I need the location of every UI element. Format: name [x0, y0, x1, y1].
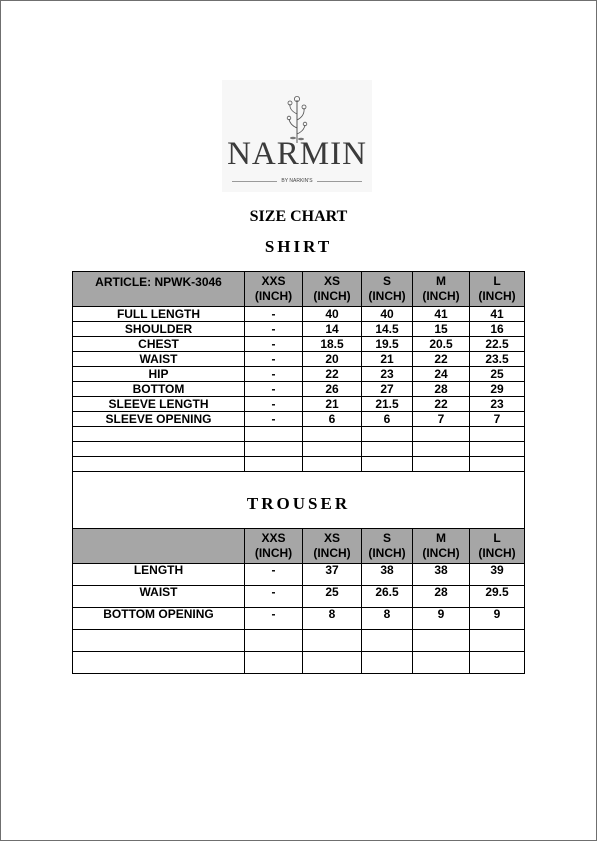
shirt-empty-row — [73, 427, 525, 442]
measurement-value: - — [245, 337, 303, 352]
measurement-value: 16 — [470, 322, 525, 337]
measurement-value: 20.5 — [413, 337, 470, 352]
measurement-value: 29.5 — [470, 586, 525, 608]
empty-cell — [470, 457, 525, 472]
measurement-value: 41 — [413, 307, 470, 322]
empty-cell — [303, 427, 362, 442]
trouser-measurement-row — [73, 564, 525, 586]
measurement-value: 14.5 — [362, 322, 413, 337]
measurement-value: - — [245, 322, 303, 337]
measurement-value: 14 — [303, 322, 362, 337]
empty-cell — [362, 630, 413, 652]
measurement-value: - — [245, 382, 303, 397]
shirt-empty-row — [73, 457, 525, 472]
shirt-size-header — [362, 272, 413, 307]
trouser-size-header — [303, 529, 362, 564]
measurement-value: 18.5 — [303, 337, 362, 352]
brand-logo — [222, 80, 372, 192]
measurement-value: 8 — [303, 608, 362, 630]
empty-cell — [362, 427, 413, 442]
brand-divider-left — [232, 181, 277, 182]
empty-cell — [245, 457, 303, 472]
measurement-value: 22.5 — [470, 337, 525, 352]
measurement-value: 15 — [413, 322, 470, 337]
measurement-value: - — [245, 564, 303, 586]
measurement-value: 38 — [413, 564, 470, 586]
empty-cell — [362, 652, 413, 674]
measurement-label: HIP — [73, 367, 245, 382]
measurement-value: 23 — [362, 367, 413, 382]
measurement-value: - — [245, 307, 303, 322]
empty-cell — [362, 442, 413, 457]
empty-cell — [470, 652, 525, 674]
size-unit: (INCH) — [254, 546, 293, 560]
measurement-value: 7 — [413, 412, 470, 427]
brand-name: NARMIN — [227, 136, 367, 172]
size-unit: (INCH) — [313, 546, 351, 560]
shirt-measurement-row — [73, 382, 525, 397]
size-label: M — [436, 531, 446, 545]
measurement-value: 27 — [362, 382, 413, 397]
empty-cell — [73, 652, 245, 674]
empty-cell — [303, 442, 362, 457]
empty-cell — [245, 630, 303, 652]
measurement-value: 22 — [413, 397, 470, 412]
size-label: XS — [323, 274, 340, 288]
measurement-label: SHOULDER — [73, 322, 245, 337]
size-label: M — [436, 274, 446, 288]
size-label: S — [382, 531, 391, 545]
trouser-heading-cell — [73, 472, 525, 529]
shirt-measurement-row — [73, 322, 525, 337]
measurement-label: BOTTOM — [73, 382, 245, 397]
measurement-value: 41 — [470, 307, 525, 322]
measurement-label: WAIST — [73, 352, 245, 367]
brand-subtitle: BY NARKIN'S — [281, 178, 313, 184]
measurement-value: 24 — [413, 367, 470, 382]
empty-cell — [303, 630, 362, 652]
measurement-value: - — [245, 352, 303, 367]
measurement-value: 23.5 — [470, 352, 525, 367]
measurement-value: 22 — [413, 352, 470, 367]
measurement-value: 21 — [303, 397, 362, 412]
measurement-value: 26.5 — [362, 586, 413, 608]
shirt-header-row — [73, 272, 525, 307]
measurement-value: 21 — [362, 352, 413, 367]
shirt-size-header — [245, 272, 303, 307]
measurement-value: 39 — [470, 564, 525, 586]
trouser-section-row — [73, 472, 525, 529]
measurement-label: BOTTOM OPENING — [73, 608, 245, 630]
size-label: L — [493, 531, 501, 545]
page-title: SIZE CHART — [249, 208, 348, 225]
empty-cell — [245, 427, 303, 442]
measurement-value: 40 — [303, 307, 362, 322]
empty-cell — [470, 427, 525, 442]
measurement-value: 38 — [362, 564, 413, 586]
shirt-size-header — [470, 272, 525, 307]
empty-cell — [73, 457, 245, 472]
measurement-label: CHEST — [73, 337, 245, 352]
measurement-value: - — [245, 367, 303, 382]
measurement-value: 22 — [303, 367, 362, 382]
empty-cell — [362, 457, 413, 472]
trouser-size-header — [413, 529, 470, 564]
trouser-header-row — [73, 529, 525, 564]
empty-cell — [413, 630, 470, 652]
empty-cell — [413, 652, 470, 674]
measurement-label: LENGTH — [73, 564, 245, 586]
empty-cell — [245, 442, 303, 457]
measurement-value: 8 — [362, 608, 413, 630]
size-unit: (INCH) — [368, 546, 406, 560]
measurement-value: 19.5 — [362, 337, 413, 352]
empty-cell — [303, 652, 362, 674]
measurement-label: SLEEVE LENGTH — [73, 397, 245, 412]
size-label: XXS — [261, 274, 286, 288]
measurement-label: WAIST — [73, 586, 245, 608]
shirt-size-header — [303, 272, 362, 307]
measurement-value: 25 — [303, 586, 362, 608]
empty-cell — [470, 630, 525, 652]
shirt-heading: SHIRT — [264, 237, 333, 256]
shirt-measurement-row — [73, 367, 525, 382]
size-label: L — [493, 274, 501, 288]
shirt-measurement-row — [73, 352, 525, 367]
brand-divider-right — [317, 181, 362, 182]
trouser-size-header — [470, 529, 525, 564]
size-unit: (INCH) — [478, 546, 516, 560]
shirt-empty-row — [73, 442, 525, 457]
trouser-measurement-row — [73, 608, 525, 630]
shirt-measurement-row — [73, 412, 525, 427]
trouser-heading: TROUSER — [246, 493, 351, 513]
measurement-label: FULL LENGTH — [73, 307, 245, 322]
shirt-measurement-row — [73, 307, 525, 322]
size-label: S — [382, 274, 391, 288]
measurement-value: 6 — [362, 412, 413, 427]
empty-cell — [73, 630, 245, 652]
empty-cell — [73, 427, 245, 442]
empty-cell — [413, 427, 470, 442]
measurement-value: 6 — [303, 412, 362, 427]
measurement-value: - — [245, 412, 303, 427]
size-unit: (INCH) — [422, 546, 460, 560]
size-label: XS — [323, 531, 340, 545]
empty-cell — [73, 442, 245, 457]
measurement-value: 21.5 — [362, 397, 413, 412]
measurement-value: 25 — [470, 367, 525, 382]
empty-cell — [413, 457, 470, 472]
size-unit: (INCH) — [254, 289, 293, 303]
size-chart-table — [72, 271, 525, 674]
empty-cell — [470, 442, 525, 457]
measurement-value: 20 — [303, 352, 362, 367]
measurement-label: SLEEVE OPENING — [73, 412, 245, 427]
measurement-value: 9 — [470, 608, 525, 630]
trouser-header-empty — [73, 529, 245, 564]
shirt-size-header — [413, 272, 470, 307]
size-unit: (INCH) — [368, 289, 406, 303]
measurement-value: - — [245, 397, 303, 412]
measurement-value: 29 — [470, 382, 525, 397]
measurement-value: 37 — [303, 564, 362, 586]
measurement-value: 9 — [413, 608, 470, 630]
empty-cell — [413, 442, 470, 457]
measurement-value: 40 — [362, 307, 413, 322]
measurement-value: 23 — [470, 397, 525, 412]
measurement-value: - — [245, 608, 303, 630]
measurement-value: 28 — [413, 382, 470, 397]
shirt-measurement-row — [73, 397, 525, 412]
trouser-measurement-row — [73, 586, 525, 608]
trouser-size-header — [362, 529, 413, 564]
trouser-empty-row — [73, 630, 525, 652]
empty-cell — [245, 652, 303, 674]
shirt-measurement-row — [73, 337, 525, 352]
measurement-value: 28 — [413, 586, 470, 608]
brand-sub-row — [232, 176, 362, 186]
size-label: XXS — [261, 531, 286, 545]
measurement-value: 26 — [303, 382, 362, 397]
size-unit: (INCH) — [422, 289, 460, 303]
size-unit: (INCH) — [478, 289, 516, 303]
article-number: ARTICLE: NPWK-3046 — [73, 272, 245, 307]
trouser-empty-row — [73, 652, 525, 674]
size-unit: (INCH) — [313, 289, 351, 303]
empty-cell — [303, 457, 362, 472]
measurement-value: - — [245, 586, 303, 608]
trouser-size-header — [245, 529, 303, 564]
measurement-value: 7 — [470, 412, 525, 427]
